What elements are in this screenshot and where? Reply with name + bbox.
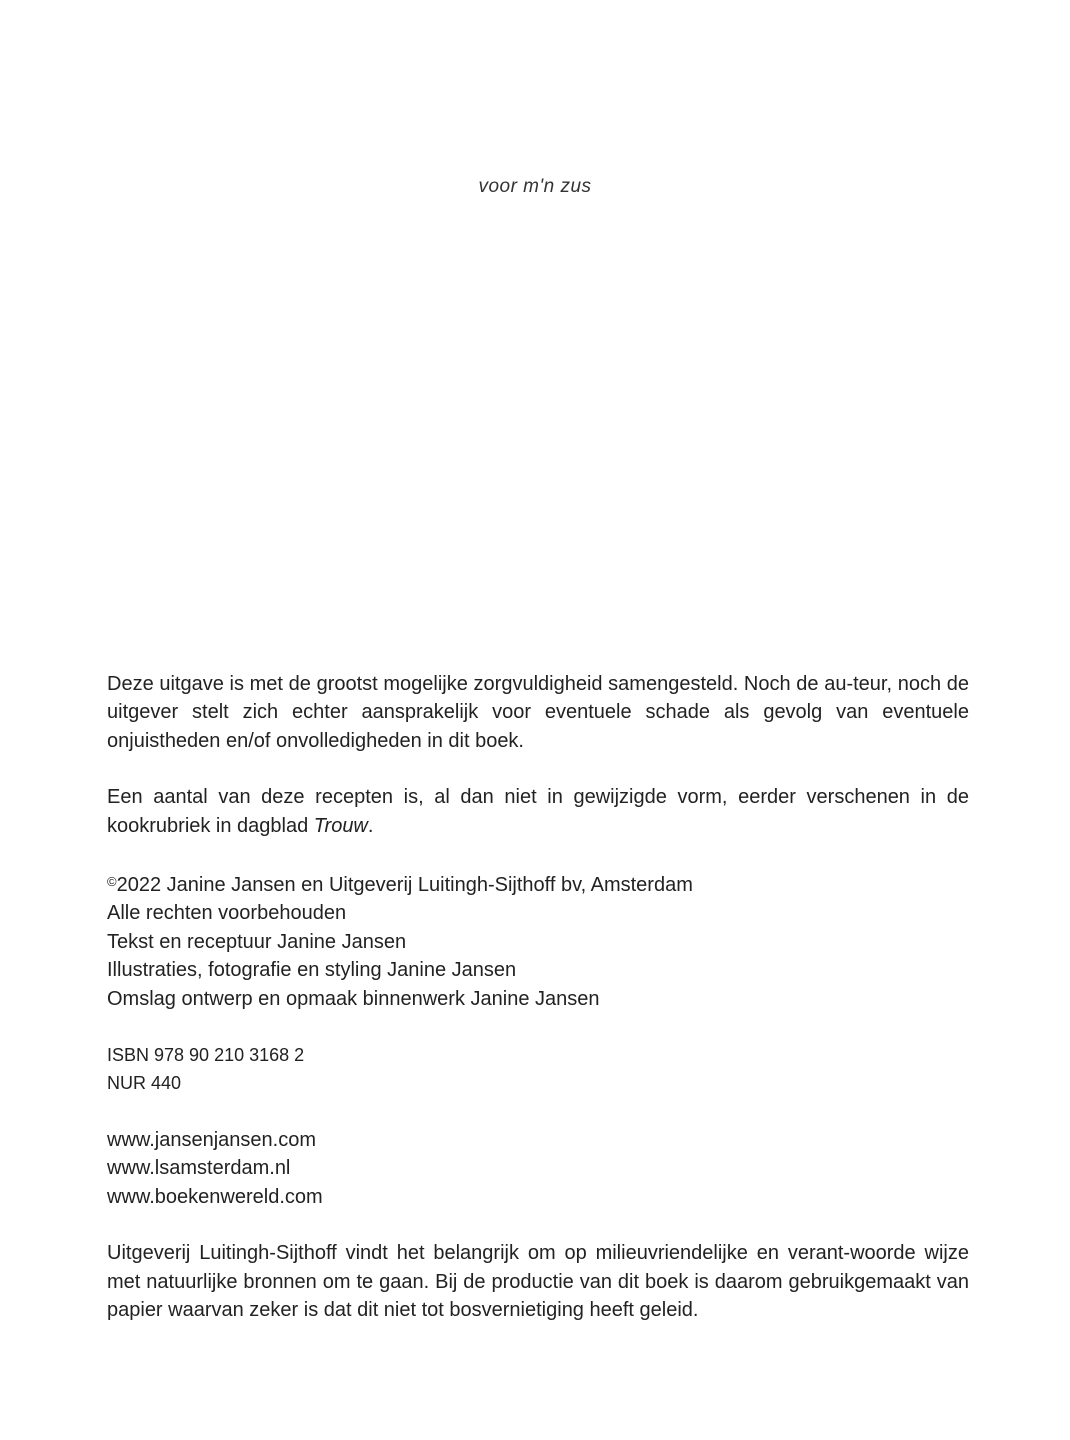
- environment-paragraph: Uitgeverij Luitingh-Sijthoff vindt het belangrijk om op milieuvriendelijke en verant-woorde wijze met natuurlijke bronnen om te gaan. Bij de productie van dit boek is daarom gebruikgemaakt van papier waarvan zeker is dat dit niet tot bosvernietiging heeft geleid.: [107, 1242, 969, 1321]
- text-credit-line: Tekst en receptuur Janine Jansen: [107, 930, 407, 953]
- publication-name: Trouw: [313, 814, 368, 837]
- website-link[interactable]: www.boekenwereld.com: [107, 1185, 323, 1208]
- colophon: [107, 670, 969, 1324]
- identifiers-block: [107, 1041, 969, 1098]
- recipes-note-paragraph: [107, 783, 969, 840]
- websites-block: [107, 1126, 969, 1211]
- dedication: voor m'n zus: [478, 176, 592, 197]
- illustration-credit-line: Illustraties, fotografie en styling Janine Jansen: [107, 959, 517, 982]
- isbn-line: ISBN 978 90 210 3168 2: [107, 1045, 305, 1066]
- design-credit-line: Omslag ontwerp en opmaak binnenwerk Janine Jansen: [107, 987, 600, 1010]
- website-link[interactable]: www.lsamsterdam.nl: [107, 1157, 291, 1180]
- rights-reserved-line: Alle rechten voorbehouden: [107, 902, 347, 925]
- copyright-text: 2022 Janine Jansen en Uitgeverij Luitingh-Sijthoff bv, Amsterdam: [116, 874, 693, 897]
- copyright-symbol: ©: [107, 874, 117, 890]
- copyright-line: [107, 868, 969, 899]
- disclaimer-paragraph: Deze uitgave is met de grootst mogelijke zorgvuldigheid samengesteld. Noch de au-teur, noch de uitgever stelt zich echter aansprakelijk voor eventuele schade als gevolg van eventuele onjuistheden en/of onvolledigheden in dit boek.: [107, 673, 969, 752]
- recipes-note-text: Een aantal van deze recepten is, al dan niet in gewijzigde vorm, eerder verschenen in de kookrubriek in dagblad: [107, 786, 969, 837]
- nur-line: NUR 440: [107, 1073, 182, 1094]
- website-link[interactable]: www.jansenjansen.com: [107, 1128, 316, 1151]
- rights-block: [107, 868, 969, 1013]
- recipes-note-end: .: [367, 814, 374, 837]
